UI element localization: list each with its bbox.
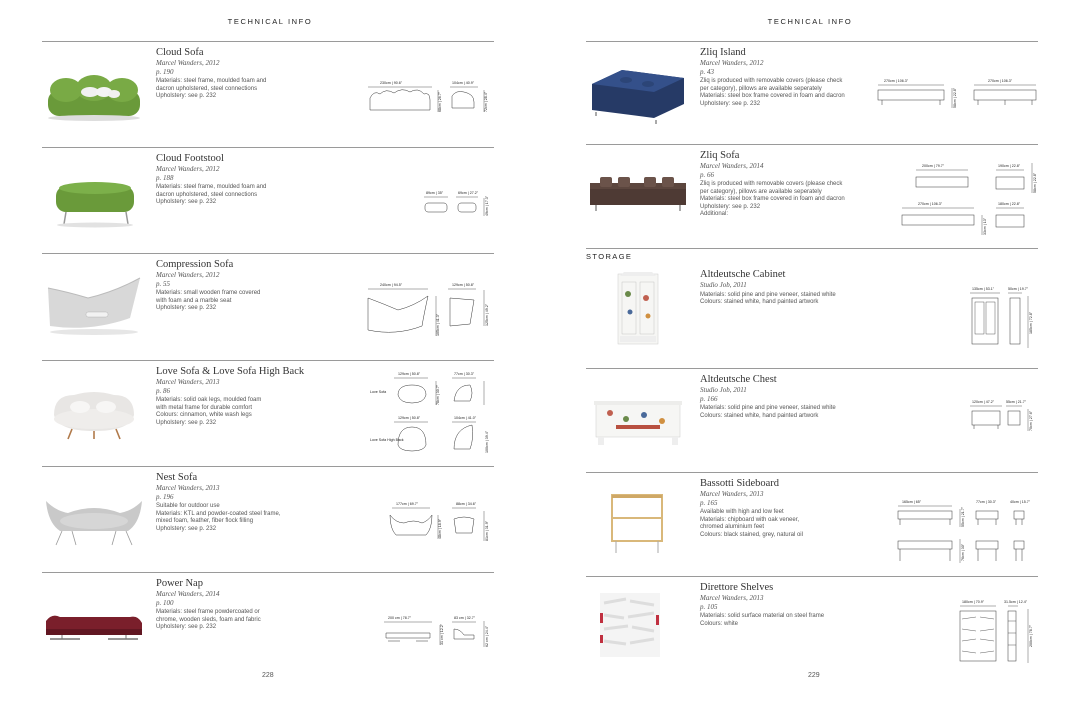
- page-header: TECHNICAL INFO: [227, 17, 313, 26]
- desc-line: mixed foam, feather, fiber flock filling: [156, 518, 254, 525]
- desc-line: dacron upholstered, steel connections: [156, 85, 258, 92]
- dimension-label: 200cm | 78.7": [1029, 625, 1033, 647]
- product-name: Zliq Island: [700, 47, 746, 58]
- product-page-ref: p. 196: [156, 492, 174, 501]
- product-designer: Studio Job, 2011: [700, 386, 747, 394]
- dimension-label: 62 cm | 24.4": [485, 626, 489, 647]
- dimension-label: 180cm | 70.9": [962, 600, 984, 604]
- product-name: Altdeutsche Chest: [700, 374, 777, 385]
- desc-line: Zliq is produced with removable covers (please check: [700, 181, 843, 187]
- page-number: 228: [262, 672, 274, 679]
- dimension-label: 83 cm | 32.7": [454, 616, 475, 620]
- dimension-label: 76cm | 30": [961, 544, 965, 561]
- dimension-label: 58cm | 22.8": [1033, 173, 1037, 193]
- product-name: Compression Sofa: [156, 259, 234, 270]
- product-designer: Marcel Wanders, 2013: [156, 484, 220, 492]
- cloud-sofa-image: [42, 50, 146, 128]
- desc-line: Upholstery: see p. 232: [156, 305, 217, 312]
- dimension-label: 230cm | 90.6": [380, 81, 402, 85]
- dimension-label: 120cm | 47.2": [972, 400, 994, 404]
- dimension-label: 31.5cm | 12.4": [1004, 600, 1027, 604]
- product-entry: [42, 147, 494, 252]
- altdeutsche-cabinet-image: [586, 272, 690, 350]
- dimension-label: 78cm | 30.7": [436, 385, 440, 405]
- desc-line: Materials: steel frame, moulded foam and: [156, 78, 267, 84]
- desc-line: Materials: solid pine and pine veneer, stained white: [700, 405, 836, 411]
- desc-line: Materials: steel frame powdercoated or: [156, 609, 260, 615]
- desc-line: Upholstery: see p. 232: [156, 419, 217, 426]
- desc-line: chromed aluminium feet: [700, 524, 765, 531]
- product-name: Cloud Footstool: [156, 153, 224, 164]
- desc-line: Materials: chipboard with oak veneer,: [700, 516, 800, 523]
- desc-line: with foam and a marble seat: [156, 297, 232, 304]
- product-page-ref: p. 66: [700, 170, 714, 179]
- dimension-label: 200cm | 79.7": [922, 164, 944, 168]
- product-name: Power Nap: [156, 578, 203, 589]
- dimension-label: 180cm | 22.8": [998, 202, 1020, 206]
- product-description: [156, 78, 366, 101]
- technical-drawings: [902, 477, 1038, 573]
- product-designer: Marcel Wanders, 2014: [700, 162, 764, 170]
- altdeutsche-chest-image: [586, 377, 690, 455]
- dimension-label: 100cm | 39.4": [485, 431, 489, 453]
- dimension-label: 68cm | 26.7": [438, 92, 442, 112]
- desc-line: Upholstery: see p. 232: [156, 525, 217, 532]
- product-name: Nest Sofa: [156, 472, 198, 483]
- dimension-label: 49cm | 17.3": [485, 196, 489, 216]
- desc-line: Colours: black stained, grey, natural oil: [700, 531, 803, 538]
- technical-drawings: [910, 581, 1038, 677]
- technical-drawings: [884, 46, 1038, 142]
- product-description: [700, 509, 910, 539]
- section-label: STORAGE: [586, 252, 633, 261]
- desc-line: Materials: steel box frame covered in foam and dacron: [700, 93, 845, 100]
- dimension-label: 125cm | 49.2": [485, 304, 489, 326]
- product-designer: Marcel Wanders, 2012: [156, 59, 220, 67]
- dimension-label: 55cm | 21.7": [961, 507, 965, 527]
- dimension-label: 55cm | 21.7": [1006, 400, 1026, 404]
- product-entry: [42, 360, 494, 465]
- technical-drawings: [910, 149, 1038, 245]
- dimension-label: 105cm | 41.3": [436, 314, 440, 336]
- zliq-island-image: [586, 50, 690, 128]
- dimension-label: 69cm | 27.2": [458, 191, 478, 195]
- product-designer: Studio Job, 2011: [700, 281, 747, 289]
- technical-drawings: [366, 152, 494, 248]
- product-entry: [42, 572, 494, 677]
- dimension-label: 89cm | 35": [426, 191, 443, 195]
- desc-line: Zliq is produced with removable covers (please check: [700, 78, 843, 84]
- power-nap-image: [42, 581, 146, 659]
- dimension-label: 33cm | 13": [983, 218, 987, 235]
- product-designer: Marcel Wanders, 2013: [156, 378, 220, 386]
- product-description: [700, 78, 910, 108]
- product-description: [156, 397, 366, 427]
- technical-drawings: [366, 258, 494, 354]
- dimension-label: 70cm | 27.6": [1029, 411, 1033, 431]
- product-entry: [586, 264, 1038, 369]
- product-description: [700, 405, 910, 420]
- dimension-label: 185cm | 72.8": [1029, 312, 1033, 334]
- desc-line: Upholstery: see p. 232: [700, 203, 761, 210]
- product-page-ref: p. 190: [156, 67, 174, 76]
- desc-line: chrome, wooden sleds, foam and fabric: [156, 616, 261, 623]
- product-entry: [42, 253, 494, 358]
- product-designer: Marcel Wanders, 2013: [700, 490, 764, 498]
- desc-line: Upholstery: see p. 232: [156, 624, 217, 631]
- dimension-label: 129cm | 50.8": [398, 372, 420, 376]
- technical-drawings: [366, 471, 494, 567]
- dimension-label: 58cm | 22.8": [953, 88, 957, 108]
- desc-line: Additional:: [700, 211, 729, 218]
- dimension-label: 72cm | 28.4": [484, 92, 488, 112]
- product-name: Cloud Sofa: [156, 47, 204, 58]
- desc-line: Colours: cinnamon, white wash legs: [156, 412, 252, 419]
- desc-line: Materials: solid surface material on steel frame: [700, 613, 825, 619]
- bassotti-sideboard-image: [586, 481, 690, 559]
- product-page-ref: p. 105: [700, 602, 718, 611]
- product-designer: Marcel Wanders, 2012: [156, 165, 220, 173]
- desc-line: Colours: stained white, hand painted artwork: [700, 412, 819, 419]
- dimension-label: 270cm | 106.3": [884, 79, 908, 83]
- dimension-label: 48cm | 18.9": [438, 519, 442, 539]
- desc-line: dacron upholstered, steel connections: [156, 191, 258, 198]
- dimension-label: Love Sofa: [370, 390, 387, 394]
- product-entry: [586, 576, 1038, 681]
- desc-line: Materials: solid oak legs, moulded foam: [156, 397, 262, 403]
- dimension-label: Love Sofa High Back: [370, 438, 404, 442]
- desc-line: Colours: white: [700, 620, 739, 627]
- product-name: Zliq Sofa: [700, 150, 740, 161]
- product-entry: [586, 144, 1038, 249]
- dimension-label: 104cm | 41.0": [454, 416, 476, 420]
- dimension-label: 165cm | 65": [902, 500, 921, 504]
- dimension-label: 40cm | 15.7": [1010, 500, 1030, 504]
- product-name: Love Sofa & Love Sofa High Back: [156, 366, 305, 377]
- technical-drawings: [910, 373, 1038, 469]
- desc-line: Materials: steel box frame covered in foam and dacron: [700, 196, 845, 203]
- desc-line: Upholstery: see p. 232: [700, 100, 761, 107]
- product-page-ref: p. 166: [700, 394, 718, 403]
- desc-line: Materials: steel frame, moulded foam and: [156, 184, 267, 190]
- desc-line: Materials: small wooden frame covered: [156, 290, 261, 296]
- desc-line: Suitable for outdoor use: [156, 503, 220, 509]
- product-name: Altdeutsche Cabinet: [700, 269, 786, 280]
- technical-drawings: [366, 46, 494, 142]
- technical-drawings: [910, 268, 1038, 364]
- product-description: [156, 290, 366, 313]
- zliq-sofa-image: [586, 153, 690, 231]
- section-divider: [586, 248, 1038, 249]
- product-description: [156, 609, 366, 632]
- dimension-label: 270cm | 106.3": [988, 79, 1012, 83]
- technical-drawings: [366, 577, 494, 673]
- dimension-label: 190cm | 22.8": [998, 164, 1020, 168]
- desc-line: per category), pillows are available seperately: [700, 85, 822, 92]
- product-name: Direttore Shelves: [700, 582, 774, 593]
- desc-line: Available with high and low feet: [700, 509, 784, 515]
- product-designer: Marcel Wanders, 2013: [700, 594, 764, 602]
- product-page-ref: p. 188: [156, 173, 174, 182]
- product-designer: Marcel Wanders, 2014: [156, 590, 220, 598]
- dimension-label: 270cm | 106.3": [918, 202, 942, 206]
- desc-line: Materials: solid pine and pine veneer, stained white: [700, 291, 836, 298]
- product-page-ref: p. 43: [700, 67, 714, 76]
- product-designer: Marcel Wanders, 2012: [700, 59, 764, 67]
- dimension-label: 135cm | 53.1": [972, 287, 994, 291]
- product-designer: Marcel Wanders, 2012: [156, 271, 220, 279]
- love-sofa-image: [42, 369, 146, 447]
- product-description: [156, 184, 366, 207]
- product-page-ref: p. 55: [156, 279, 170, 288]
- page-number: 229: [808, 672, 820, 679]
- right-page: [540, 0, 1080, 720]
- compression-sofa-image: [42, 262, 146, 340]
- product-name: Bassotti Sideboard: [700, 478, 780, 489]
- product-description: [156, 503, 366, 533]
- desc-line: Upholstery: see p. 232: [156, 199, 217, 206]
- dimension-label: 81cm | 31.9": [485, 521, 489, 541]
- cloud-footstool-image: [42, 156, 146, 234]
- product-page-ref: p. 165: [700, 498, 718, 507]
- dimension-label: 200 cm | 78.7": [388, 616, 411, 620]
- product-description: [700, 181, 910, 219]
- desc-line: Upholstery: see p. 232: [156, 93, 217, 100]
- desc-line: Colours: stained white, hand painted artwork: [700, 299, 819, 306]
- nest-sofa-image: [42, 475, 146, 553]
- dimension-label: 50cm | 19.7": [1008, 287, 1028, 291]
- product-entry: [42, 466, 494, 571]
- dimension-label: 88cm | 34.6": [456, 502, 476, 506]
- dimension-label: 77cm | 30.3": [976, 500, 996, 504]
- product-page-ref: p. 100: [156, 598, 174, 607]
- dimension-label: 177cm | 69.7": [396, 502, 418, 506]
- product-entry: [586, 41, 1038, 146]
- desc-line: Materials: KTL and powder-coated steel frame,: [156, 510, 281, 517]
- dimension-label: 104cm | 40.9": [452, 81, 474, 85]
- dimension-label: 77cm | 30.3": [454, 372, 474, 376]
- product-description: [700, 292, 910, 307]
- product-entry: [586, 472, 1038, 577]
- direttore-shelves-image: [586, 585, 690, 663]
- desc-line: per category), pillows are available seperately: [700, 188, 822, 195]
- product-entry: [586, 368, 1038, 473]
- dimension-label: 129cm | 50.8": [452, 283, 474, 287]
- dimension-label: 240cm | 94.5": [380, 283, 402, 287]
- page-header: TECHNICAL INFO: [767, 17, 853, 26]
- product-entry: [42, 41, 494, 146]
- technical-drawings: [366, 365, 494, 461]
- dimension-label: 31 cm | 12.2": [440, 624, 444, 645]
- product-page-ref: p. 86: [156, 386, 170, 395]
- dimension-label: 129cm | 50.8": [398, 416, 420, 420]
- product-description: [700, 613, 910, 628]
- desc-line: with metal frame for durable comfort: [156, 404, 253, 411]
